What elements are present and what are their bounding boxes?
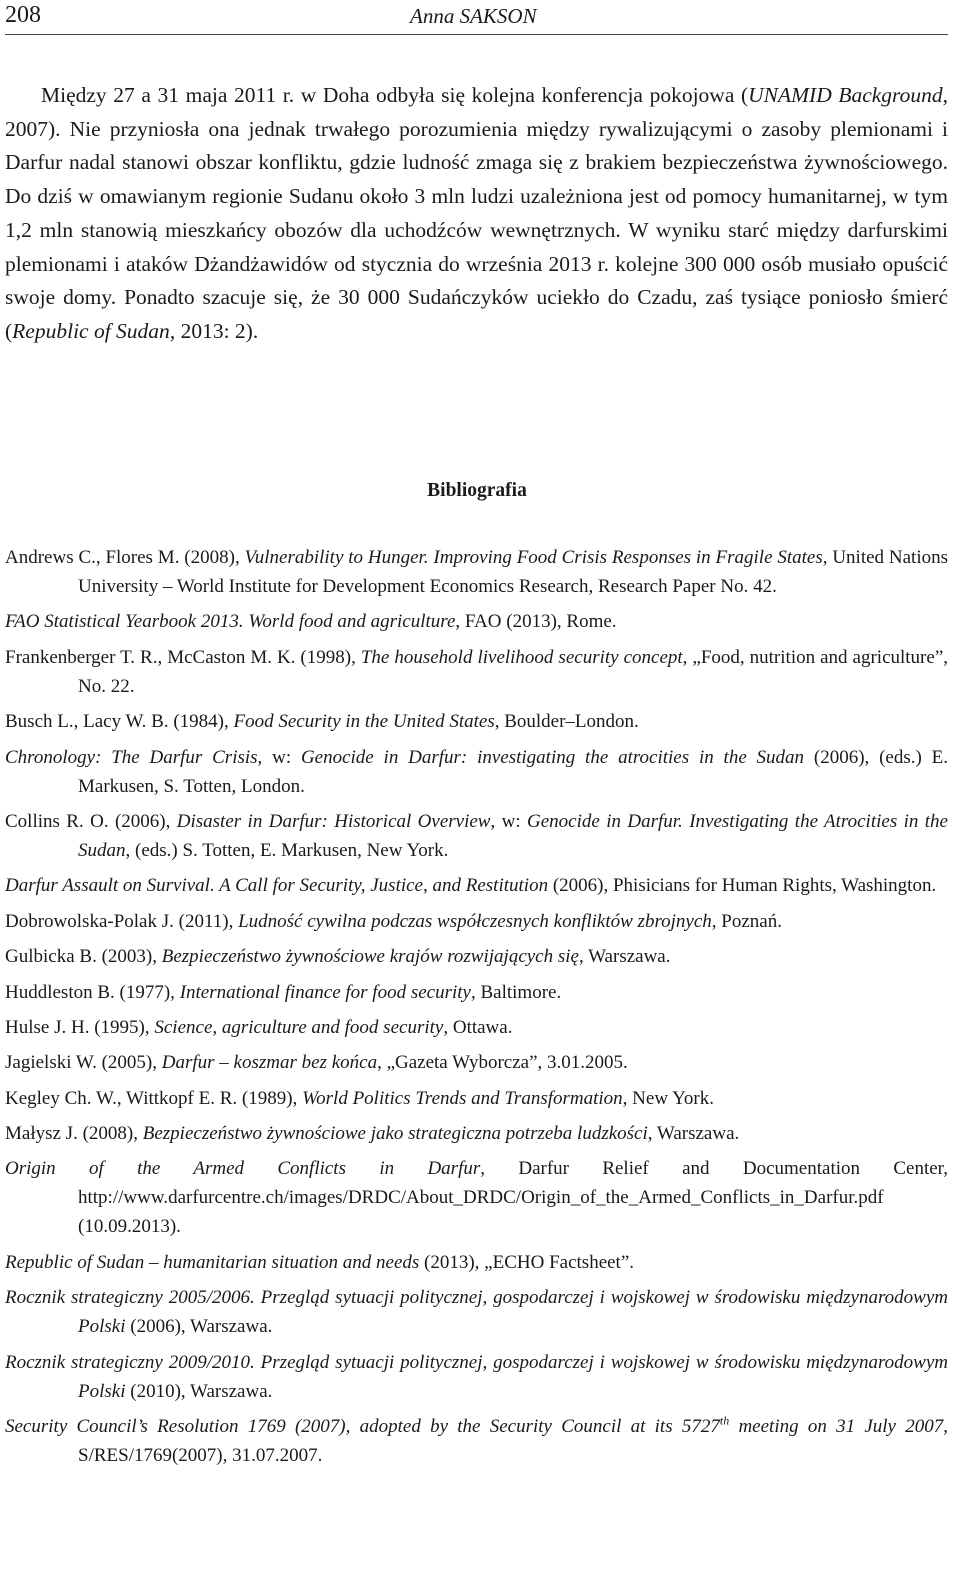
- text-run: , w:: [490, 810, 528, 832]
- text-run: , FAO (2013), Rome.: [455, 611, 617, 633]
- bibliography-entry: [5, 1154, 948, 1241]
- italic-text: Science, agriculture and food security: [154, 1016, 444, 1038]
- text-run: Frankenberger T. R., McCaston M. K. (1998),: [5, 646, 361, 668]
- running-head-author: Anna SAKSON: [410, 4, 537, 28]
- italic-text: meeting on 31 July 2007: [729, 1416, 944, 1438]
- italic-text: Ludność cywilna podczas współczesnych konfliktów zbrojnych: [238, 910, 712, 932]
- text-run: , w:: [257, 746, 301, 768]
- italic-text: Darfur – koszmar bez końca: [161, 1052, 378, 1074]
- italic-text: Disaster in Darfur: Historical Overview: [176, 810, 491, 832]
- text-run: , Warszawa.: [578, 946, 671, 968]
- italic-text: Republic of Sudan – humanitarian situation and needs: [5, 1251, 420, 1273]
- text-run: , New York.: [622, 1087, 714, 1109]
- bibliography-entry: [5, 871, 948, 900]
- text-run: , Ottawa.: [443, 1016, 513, 1038]
- text-run: , Boulder–London.: [494, 711, 639, 733]
- bibliography-entry: [5, 1283, 948, 1341]
- text-run: (2006), Phisicians for Human Rights, Washington.: [548, 875, 937, 897]
- text-run: Hulse J. H. (1995),: [5, 1016, 155, 1038]
- italic-text: Vulnerability to Hunger. Improving Food Crisis Responses in Fragile States: [244, 547, 823, 568]
- bibliography-entry: [5, 1412, 948, 1470]
- text-run: Między 27 a 31 maja 2011 r. w Doha odbyła się kolejna konferencja pokojowa (: [41, 83, 749, 107]
- italic-text: , adopted by the Security Council at its 5727: [345, 1416, 720, 1438]
- text-run: , 2007). Nie przyniosła ona jednak trwałego porozumienia między rywalizującymi o zasoby plemionami i Darfur nadal stanowi obszar konfliktu, gdzie ludność zmaga się z brakiem bezpieczeństwa żywnościowego. Do dziś w omawianym regionie Sudanu około 3 mln ludzi uzależniona jest od pomocy humanitarnej, w tym 1,2 mln stanowią mieszkańcy obozów dla uchodźców wewnętrznych. W wyniku starć między darfurskimi plemionami i ataków Dżandżawidów od stycznia do września 2013 r. kolejne 300 000 osób musiało opuścić swoje domy. Ponadto szacuje się, że 30 000 Sudańczyków uciekło do Czadu, zaś tysiące poniosło śmierć (: [5, 83, 948, 343]
- text-run: Jagielski W. (2005),: [5, 1052, 162, 1074]
- bibliography-entry: [5, 1084, 948, 1113]
- italic-text: Republic of Sudan: [12, 318, 170, 343]
- italic-text: Food Security in the United States: [233, 711, 495, 733]
- italic-text: Bezpieczeństwo żywnościowe krajów rozwijających się: [161, 946, 579, 968]
- bibliography-entry: [5, 1013, 948, 1042]
- italic-text: Security Council’s Resolution 1769 (2007): [5, 1416, 346, 1438]
- text-run: Andrews C., Flores M. (2008),: [5, 547, 245, 568]
- bibliography-entry: [5, 543, 948, 601]
- bibliography-entry: [5, 1048, 948, 1077]
- text-run: , Baltimore.: [470, 981, 562, 1003]
- text-run: (2006), Warszawa.: [125, 1316, 273, 1338]
- body-paragraph: [5, 79, 948, 349]
- italic-text: Genocide in Darfur. Investigating the Atrocities in the Sudan: [78, 810, 948, 861]
- italic-text: Origin of the Armed Conflicts in Darfur: [5, 1158, 481, 1180]
- text-run: , Warszawa.: [647, 1123, 740, 1145]
- bibliography-entry: [5, 707, 948, 736]
- page-number: 208: [5, 2, 41, 28]
- text-run: , (eds.) S. Totten, E. Markusen, New York.: [125, 839, 449, 861]
- italic-text: Genocide in Darfur: investigating the atrocities in the Sudan: [300, 746, 805, 768]
- bibliography-entry: [5, 643, 948, 701]
- text-run: (2010), Warszawa.: [125, 1380, 273, 1402]
- italic-text: Rocznik strategiczny 2009/2010. Przegląd sytuacji politycznej, gospodarczej i wojskowej w środowisku międzynarodowym Polski: [5, 1351, 948, 1402]
- italic-text: International finance for food security: [179, 981, 471, 1003]
- text-run: Huddleston B. (1977),: [5, 981, 180, 1003]
- text-run: Gulbicka B. (2003),: [5, 946, 162, 968]
- bibliography-entry: [5, 1348, 948, 1406]
- text-run: , „Gazeta Wyborcza”, 3.01.2005.: [377, 1052, 628, 1074]
- text-run: , 2013: 2).: [169, 318, 259, 343]
- italic-text: World Politics Trends and Transformation: [302, 1087, 623, 1109]
- italic-text: The household livelihood security concept: [360, 646, 683, 668]
- text-run: , Darfur Relief and Documentation Center, http://www.darfurcentre.ch/images/DRDC/About_DRDC/Origin_of_the_Armed_Conflicts_in_Darfur.pdf (10.09.2013).: [78, 1158, 948, 1238]
- italic-text: Rocznik strategiczny 2005/2006. Przegląd sytuacji politycznej, gospodarczej i wojskowej w środowisku międzynarodowym Polski: [5, 1287, 948, 1338]
- bibliography-entry: [5, 1248, 948, 1277]
- text-run: , United Nations University – World Institute for Development Economics Research, Research Paper No. 42.: [78, 547, 948, 597]
- italic-text: Bezpieczeństwo żywnościowe jako strategiczna potrzeba ludzkości: [142, 1123, 648, 1145]
- superscript-text: th: [719, 1413, 730, 1428]
- bibliography-heading: Bibliografia: [427, 480, 527, 501]
- text-run: (2006), (eds.) E. Markusen, S. Totten, London.: [78, 746, 948, 797]
- italic-text: FAO Statistical Yearbook 2013. World food and agriculture: [5, 611, 456, 633]
- bibliography-entry: [5, 607, 948, 636]
- text-run: Collins R. O. (2006),: [5, 810, 177, 832]
- bibliography-entry: [5, 807, 948, 865]
- text-run: (2013), „ECHO Factsheet”.: [419, 1251, 635, 1273]
- bibliography-entry: [5, 942, 948, 971]
- bibliography-entry: [5, 743, 948, 801]
- bibliography-entry: [5, 907, 948, 936]
- bibliography-entry: [5, 978, 948, 1007]
- italic-text: Chronology: The Darfur Crisis: [5, 746, 258, 768]
- bibliography-entry: [5, 1119, 948, 1148]
- text-run: , „Food, nutrition and agriculture”, No. 22.: [78, 646, 949, 697]
- text-run: Dobrowolska-Polak J. (2011),: [5, 910, 239, 932]
- text-run: , Poznań.: [711, 910, 782, 932]
- page-header: [5, 0, 948, 35]
- text-run: Kegley Ch. W., Wittkopf E. R. (1989),: [5, 1087, 303, 1109]
- text-run: , S/RES/1769(2007), 31.07.2007.: [78, 1416, 948, 1467]
- italic-text: UNAMID Background: [748, 83, 943, 107]
- italic-text: Darfur Assault on Survival. A Call for Security, Justice, and Restitution: [5, 875, 549, 897]
- bibliography-list: [5, 543, 948, 1476]
- text-run: Busch L., Lacy W. B. (1984),: [5, 711, 234, 733]
- text-run: Małysz J. (2008),: [5, 1123, 143, 1145]
